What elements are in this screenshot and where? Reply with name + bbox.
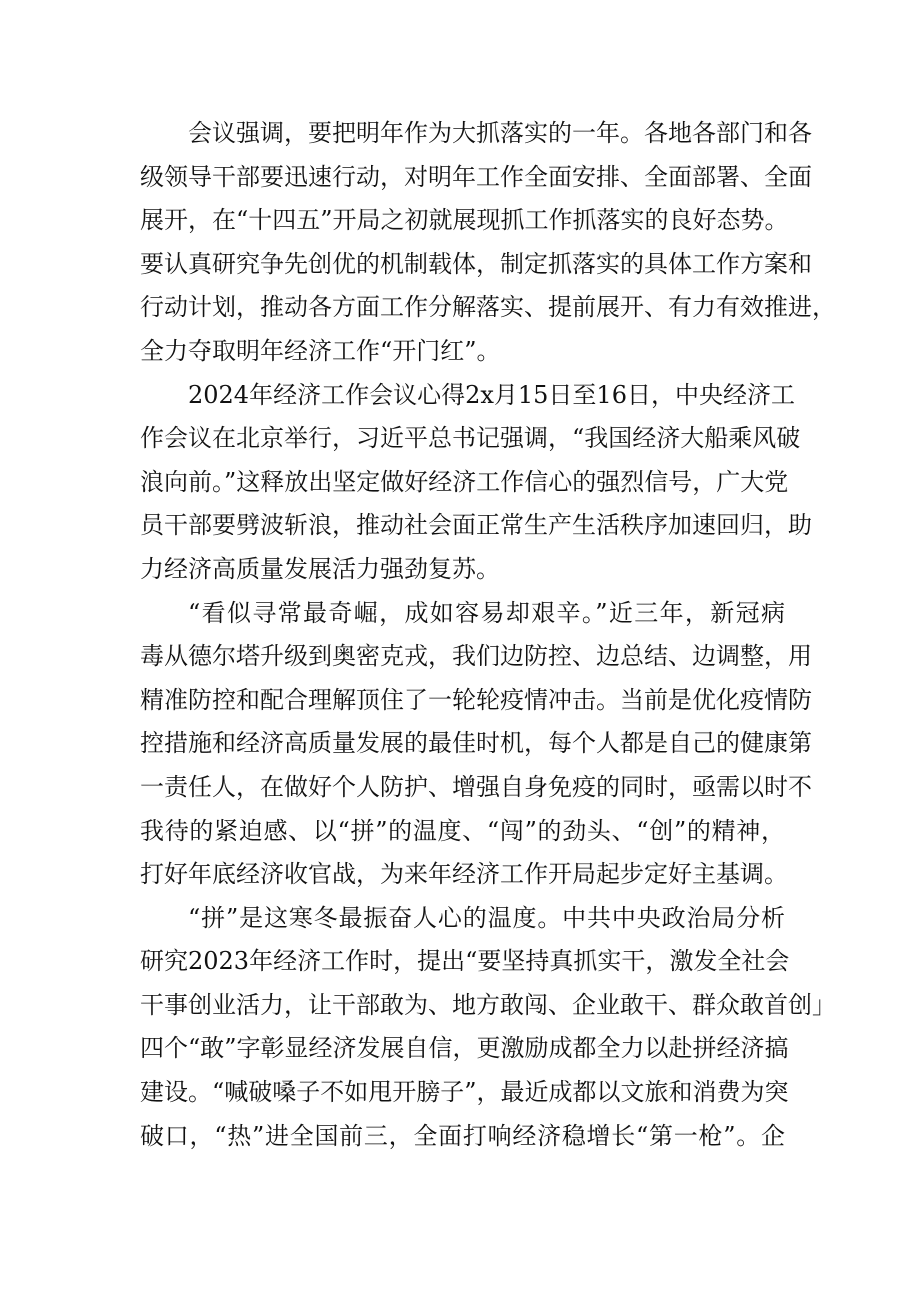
- text-line: 我待的紧迫感、以“拼”的温度、“闯”的劲头、“创”的精神，: [140, 816, 785, 845]
- paragraph-first-line: 2024年经济工作会议心得2x月15日至16日，中央经济工: [188, 380, 795, 409]
- text-line: 建设。“喊破嗓子不如甩开膀子”，最近成都以文旅和消费为突: [140, 1078, 789, 1107]
- text-line: 破口，“热”进全国前三，全面打响经济稳增长“第一枪”。企: [140, 1121, 785, 1150]
- paragraph-last-line: 打好年底经济收官战，为来年经济工作开局起步定好主基调。: [140, 860, 788, 889]
- text-line: 控措施和经济高质量发展的最佳时机，每个人都是自己的健康第: [140, 729, 812, 758]
- body-text: [140, 112, 836, 1158]
- text-line: 级领导干部要迅速行动，对明年工作全面安排、全面部署、全面: [140, 162, 812, 191]
- text-line: 毒从德尔塔升级到奥密克戎，我们边防控、边总结、边调整，用: [140, 642, 812, 671]
- text-line: 员干部要劈波斩浪，推动社会面正常生产生活秩序加速回归，助: [140, 511, 812, 540]
- text-line: 展开，在“十四五”开局之初就展现抓工作抓落实的良好态势。: [140, 206, 789, 235]
- text-line: 干事创业活力，让干部敢为、地方敢闯、企业敢干、群众敢首创」: [140, 990, 836, 1019]
- text-line: 研究2023年经济工作时，提出“要坚持真抓实干，激发全社会: [140, 947, 790, 976]
- text-line: 一责任人，在做好个人防护、增强自身免疫的同时，亟需以时不: [140, 772, 812, 801]
- text-line: 精准防控和配合理解顶住了一轮轮疫情冲击。当前是优化疫情防: [140, 685, 812, 714]
- paragraph-first-line: 会议强调，要把明年作为大抓落实的一年。各地各部门和各: [188, 119, 812, 147]
- text-line: 四个“敢”字彰显经济发展自信，更激励成都全力以赴拼经济搞: [140, 1034, 789, 1063]
- text-line: 行动计划，推动各方面工作分解落实、提前展开、有力有效推进，: [140, 293, 836, 322]
- paragraph-first-line: “看似寻常最奇崛，成如容易却艰辛。”近三年，新冠病: [188, 598, 785, 627]
- text-line: 浪向前。”这释放出坚定做好经济工作信心的强烈信号，广大党: [140, 467, 789, 496]
- paragraph-first-line: “拼”是这寒冬最振奋人心的温度。中共中央政治局分析: [188, 903, 785, 932]
- text-line: 要认真研究争先创优的机制载体，制定抓落实的具体工作方案和: [140, 249, 812, 278]
- paragraph-last-line: 力经济高质量发展活力强劲复苏。: [140, 554, 500, 583]
- paragraph-last-line: 全力夺取明年经济工作“开门红”。: [140, 336, 501, 365]
- text-line: 作会议在北京举行，习近平总书记强调，“我国经济大船乘风破: [140, 424, 801, 453]
